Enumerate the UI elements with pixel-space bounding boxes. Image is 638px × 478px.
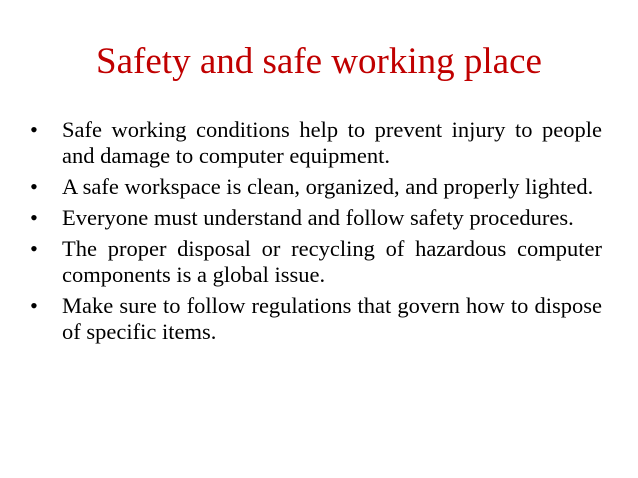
bullet-dot-icon: •: [30, 205, 38, 230]
bullet-dot-icon: •: [30, 293, 38, 318]
bullet-text: Everyone must understand and follow safety procedures.: [62, 205, 574, 230]
bullet-item: [30, 293, 602, 345]
bullet-text: Make sure to follow regulations that govern how to dispose of specific items.: [62, 293, 602, 344]
bullet-text: A safe workspace is clean, organized, and properly lighted.: [62, 174, 594, 199]
bullet-text: The proper disposal or recycling of hazardous computer components is a global issue.: [62, 236, 602, 287]
bullet-item: [30, 236, 602, 288]
bullet-text: Safe working conditions help to prevent injury to people and damage to computer equipment.: [62, 117, 602, 168]
bullet-dot-icon: •: [30, 117, 38, 142]
bullet-dot-icon: •: [30, 236, 38, 261]
bullet-item: [30, 117, 602, 169]
bullet-item: [30, 205, 602, 231]
slide-title: Safety and safe working place: [96, 41, 542, 82]
bullet-item: [30, 174, 602, 200]
bullet-dot-icon: •: [30, 174, 38, 199]
bullet-list: [30, 117, 602, 345]
